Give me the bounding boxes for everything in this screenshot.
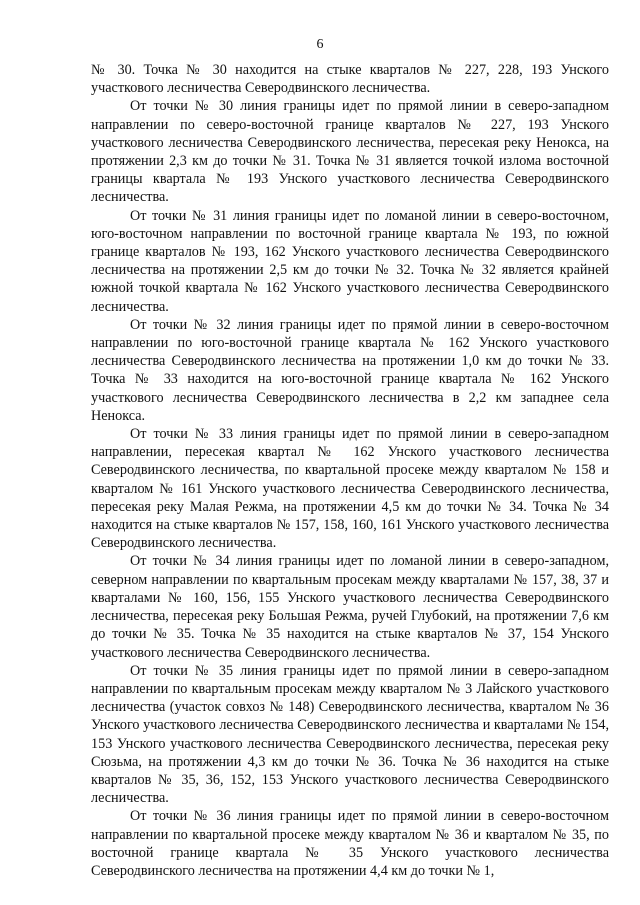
paragraph-point-30: От точки № 30 линия границы идет по прямой линии в северо-западном направлении по северо-восточной границе кварталов № 227, 193 Унского участкового лесничества Северодвинского лесничества, пересекая реку Ненокса, на протяжении 2,3 км до точки № 31. Точка № 31 является точкой излома восточной границы квартала № 193 Унского участкового лесничества Северодвинского лесничества. xyxy=(91,98,609,206)
paragraph-continuation: № 30. Точка № 30 находится на стыке кварталов № 227, 228, 193 Унского участкового лесничества Северодвинского лесничества. xyxy=(91,62,609,97)
paragraph-point-33: От точки № 33 линия границы идет по прямой линии в северо-западном направлении, пересекая квартал № 162 Унского участкового лесничества Северодвинского лесничества, по квартальной просеке между кварталом № 158 и кварталом № 161 Унского участкового лесничества Северодвинского лесничества, пересекая реку Малая Режма, на протяжении 4,5 км до точки № 34. Точка № 34 находится на стыке кварталов № 157, 158, 160, 161 Унского участкового лесничества Северодвинского лесничества. xyxy=(91,426,609,552)
page-number: 6 xyxy=(316,37,324,52)
paragraph-point-34: От точки № 34 линия границы идет по ломаной линии в северо-западном, северном направлении по квартальным просекам между кварталами № 157, 38, 37 и кварталами № 160, 156, 155 Унского участкового лесничества Северодвинского лесничества, пересекая реку Большая Режма, ручей Глубокий, на протяжении 7,6 км до точки № 35. Точка № 35 находится на стыке кварталов № 37, 154 Унского участкового лесничества Северодвинского лесничества. xyxy=(91,553,609,661)
paragraph-point-32: От точки № 32 линия границы идет по прямой линии в северо-восточном направлении по юго-восточной границе квартала № 162 Унского участкового лесничества Северодвинского лесничества на протяжении 1,0 км до точки № 33. Точка № 33 находится на юго-восточной границе квартала № 162 Унского участкового лесничества Северодвинского лесничества в 2,2 км западнее села Ненокса. xyxy=(91,316,609,424)
paragraph-point-36: От точки № 36 линия границы идет по прямой линии в северо-восточном направлении по квартальной просеке между кварталом № 36 и кварталом № 35, по восточной границе квартала № 35 Унского участкового лесничества Северодвинского лесничества на протяжении 4,4 км до точки № 1, xyxy=(91,808,609,879)
document-body xyxy=(91,61,609,880)
paragraph-point-35: От точки № 35 линия границы идет по прямой линии в северо-западном направлении по квартальным просекам между кварталом № 3 Лайского участкового лесничества (участок совхоз № 148) Северодвинского лесничества, кварталом № 36 Унского участкового лесничества Северодвинского лесничества и кварталами № 154, 153 Унского участкового лесничества Северодвинского лесничества, пересекая реку Сюзьма, на протяжении 4,3 км до точки № 36. Точка № 36 находится на стыке кварталов № 35, 36, 152, 153 Унского участкового лесничества Северодвинского лесничества. xyxy=(91,662,609,807)
paragraph-point-31: От точки № 31 линия границы идет по ломаной линии в северо-восточном, юго-восточном направлении по восточной границе квартала № 193, по южной границе кварталов № 193, 162 Унского участкового лесничества Северодвинского лесничества на протяжении 2,5 км до точки № 32. Точка № 32 является крайней южной точкой квартала № 162 Унского участкового лесничества Северодвинского лесничества. xyxy=(91,207,609,315)
